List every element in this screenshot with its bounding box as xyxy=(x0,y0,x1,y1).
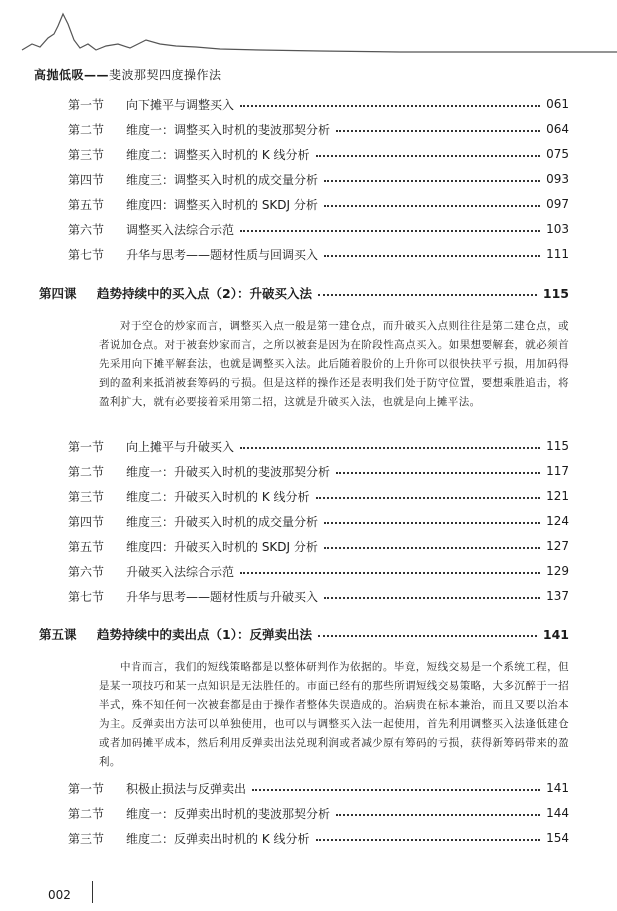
leader-dots xyxy=(318,294,537,296)
leader-dots xyxy=(318,635,537,637)
section-number: 第一节 xyxy=(68,781,105,796)
section-title: 升华与思考——题材性质与回调买入 xyxy=(126,247,319,262)
page-number: 075 xyxy=(546,147,569,161)
toc-entry[interactable] xyxy=(68,94,569,114)
page-number: 117 xyxy=(546,464,569,478)
section-number: 第三节 xyxy=(68,147,105,162)
lesson-heading[interactable] xyxy=(39,624,569,644)
section-title: 维度二：调整买入时机的 K 线分析 xyxy=(126,147,310,162)
section-number: 第三节 xyxy=(68,831,105,846)
section-number: 第六节 xyxy=(68,222,105,237)
page-number: 144 xyxy=(546,806,569,820)
leader-dots xyxy=(324,255,540,257)
section-title: 维度一：升破买入时机的斐波那契分析 xyxy=(126,464,331,479)
toc-entry[interactable] xyxy=(68,511,569,531)
leader-dots xyxy=(316,839,541,841)
leader-dots xyxy=(324,547,540,549)
toc-entry[interactable] xyxy=(68,803,569,823)
leader-dots xyxy=(240,105,540,107)
leader-dots xyxy=(316,497,541,499)
toc-entry[interactable] xyxy=(68,778,569,798)
lesson-title: 趋势持续中的买入点（2）：升破买入法 xyxy=(97,286,312,301)
page-number: 121 xyxy=(546,489,569,503)
leader-dots xyxy=(324,180,540,182)
leader-dots xyxy=(240,447,540,449)
toc-entry[interactable] xyxy=(68,486,569,506)
page-number: 097 xyxy=(546,197,569,211)
section-number: 第四节 xyxy=(68,172,105,187)
section-title: 维度一：反弹卖出时机的斐波那契分析 xyxy=(126,806,331,821)
toc-entry[interactable] xyxy=(68,828,569,848)
page-number: 141 xyxy=(542,626,569,642)
page-number: 061 xyxy=(546,97,569,111)
section-number: 第七节 xyxy=(68,589,105,604)
toc-entry[interactable] xyxy=(68,436,569,456)
page-number: 129 xyxy=(546,564,569,578)
leader-dots xyxy=(324,597,540,599)
leader-dots xyxy=(324,522,540,524)
section-number: 第一节 xyxy=(68,439,105,454)
header-title-main: 高抛低吸—— xyxy=(34,68,110,82)
toc-entry[interactable] xyxy=(68,219,569,239)
page-number: 115 xyxy=(542,285,569,301)
mountain-line-decoration xyxy=(0,0,617,62)
lesson-summary: 对于空仓的炒家而言，调整买入点一般是第一建仓点，而升破买入点则往往是第二建仓点，或者说加仓点。对于被套炒家而言，之所以被套是因为在阶段性高点买入。如果想要解套，就必须首先采用向下摊平解套法，也就是调整买入法。此后随着股价的上升你可以很快扶平亏损，用加码得到的盈利来抵消被套筹码的亏损。但是这样的操作还是表明我们处于防守位置，要想乘胜追击，将盈利扩大，就有必要接着采用第二招，这就是升破买入法，也就是向上摊平法。 xyxy=(99,320,569,408)
page-number: 127 xyxy=(546,539,569,553)
toc-entry[interactable] xyxy=(68,536,569,556)
toc-entry[interactable] xyxy=(68,244,569,264)
section-title: 维度四：调整买入时机的 SKDJ 分析 xyxy=(126,197,318,212)
page-number: 064 xyxy=(546,122,569,136)
section-number: 第六节 xyxy=(68,564,105,579)
page-number: 093 xyxy=(546,172,569,186)
page-number: 103 xyxy=(546,222,569,236)
toc-entry[interactable] xyxy=(68,144,569,164)
leader-dots xyxy=(336,814,540,816)
running-header xyxy=(34,66,222,83)
lesson-number: 第五课 xyxy=(39,627,77,642)
section-number: 第二节 xyxy=(68,122,105,137)
section-title: 维度三：调整买入时机的成交量分析 xyxy=(126,172,319,187)
toc-entry[interactable] xyxy=(68,119,569,139)
lesson-title: 趋势持续中的卖出点（1）：反弹卖出法 xyxy=(97,627,312,642)
section-title: 升华与思考——题材性质与升破买入 xyxy=(126,589,319,604)
section-title: 调整买入法综合示范 xyxy=(126,222,235,237)
section-number: 第七节 xyxy=(68,247,105,262)
section-number: 第一节 xyxy=(68,97,105,112)
page-number: 124 xyxy=(546,514,569,528)
leader-dots xyxy=(324,205,540,207)
section-number: 第四节 xyxy=(68,514,105,529)
section-title: 维度四：升破买入时机的 SKDJ 分析 xyxy=(126,539,318,554)
lesson-number: 第四课 xyxy=(39,286,77,301)
section-title: 维度二：反弹卖出时机的 K 线分析 xyxy=(126,831,310,846)
section-title: 维度三：升破买入时机的成交量分析 xyxy=(126,514,319,529)
folio-page-number: 002 xyxy=(48,888,71,902)
toc-entry[interactable] xyxy=(68,461,569,481)
page-number: 111 xyxy=(546,247,569,261)
section-title: 积极止损法与反弹卖出 xyxy=(126,781,247,796)
header-title-sub: 斐波那契四度操作法 xyxy=(109,68,222,82)
section-number: 第二节 xyxy=(68,464,105,479)
section-title: 向下摊平与调整买入 xyxy=(126,97,235,112)
leader-dots xyxy=(316,155,541,157)
page-number: 141 xyxy=(546,781,569,795)
section-title: 升破买入法综合示范 xyxy=(126,564,235,579)
lesson-summary: 中肯而言，我们的短线策略都是以整体研判作为依据的。毕竟，短线交易是一个系统工程，但是某一项技巧和某一点知识是无法胜任的。市面已经有的那些所谓短线交易策略，大多沉醉于一招半式，殊不知任何一次被套都是由于操作者整体失误造成的。治病贵在标本兼治，而且又要以治本为主。反弹卖出方法可以单独使用，也可以与调整买入法一起使用，首先利用调整买入法逢低建仓或者加码摊平成本，然后利用反弹卖出法兑现利润或者减少原有筹码的亏损，获得新筹码带来的盈利。 xyxy=(99,661,569,768)
folio-divider xyxy=(92,881,93,903)
lesson-heading[interactable] xyxy=(39,283,569,303)
toc-entry[interactable] xyxy=(68,169,569,189)
section-number: 第五节 xyxy=(68,539,105,554)
leader-dots xyxy=(252,789,540,791)
page-number: 154 xyxy=(546,831,569,845)
toc-entry[interactable] xyxy=(68,194,569,214)
section-title: 维度一：调整买入时机的斐波那契分析 xyxy=(126,122,331,137)
section-number: 第三节 xyxy=(68,489,105,504)
section-number: 第五节 xyxy=(68,197,105,212)
section-title: 维度二：升破买入时机的 K 线分析 xyxy=(126,489,310,504)
leader-dots xyxy=(336,130,540,132)
leader-dots xyxy=(240,572,540,574)
leader-dots xyxy=(336,472,540,474)
leader-dots xyxy=(240,230,540,232)
section-number: 第二节 xyxy=(68,806,105,821)
toc-entry[interactable] xyxy=(68,561,569,581)
page-number: 137 xyxy=(546,589,569,603)
page-number: 115 xyxy=(546,439,569,453)
toc-entry[interactable] xyxy=(68,586,569,606)
section-title: 向上摊平与升破买入 xyxy=(126,439,235,454)
